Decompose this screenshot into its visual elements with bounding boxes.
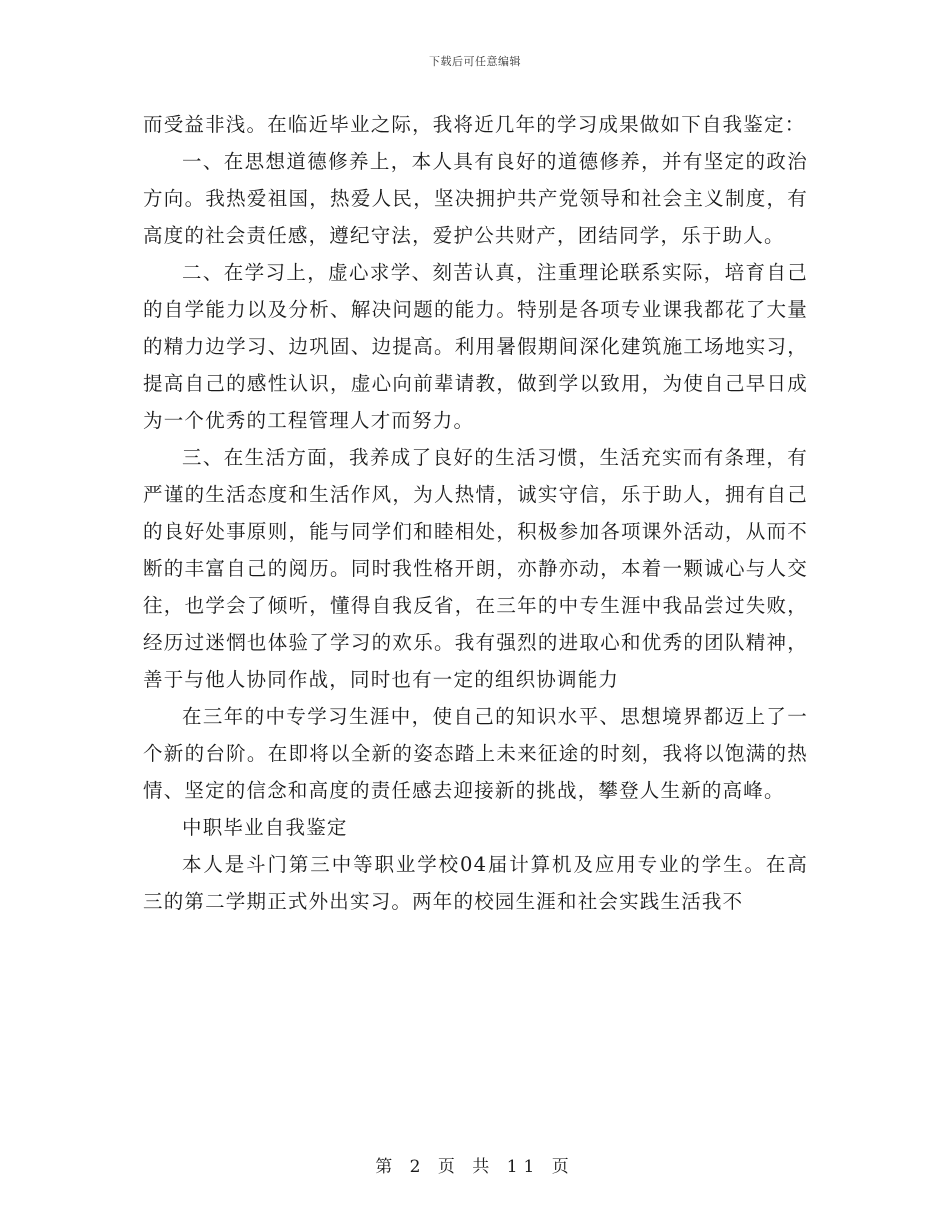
paragraph-life: 三、在生活方面，我养成了良好的生活习惯，生活充实而有条理，有严谨的生活态度和生活作风，为人热情，诚实守信，乐于助人，拥有自己的良好处事原则，能与同学们和睦相处，积极参加各项课外活动，从而不断的丰富自己的阅历。同时我性格开朗，亦静亦动，本着一颗诚心与人交往，也学会了倾听，懂得自我反省，在三年的中专生涯中我品尝过失败，经历过迷惘也体验了学习的欢乐。我有强烈的进取心和优秀的团队精神，善于与他人协同作战，同时也有一定的组织协调能力 — [143, 446, 808, 691]
paragraph-study: 二、在学习上，虚心求学、刻苦认真，注重理论联系实际，培育自己的自学能力以及分析、解决问题的能力。特别是各项专业课我都花了大量的精力边学习、边巩固、边提高。利用暑假期间深化建筑施工场地实习，提高自己的感性认识，虚心向前辈请教，做到学以致用，为使自己早日成为一个优秀的工程管理人才而努力。 — [143, 261, 808, 432]
paragraph-continuation: 而受益非浅。在临近毕业之际，我将近几年的学习成果做如下自我鉴定： — [143, 113, 806, 136]
paragraph-summary: 在三年的中专学习生涯中，使自己的知识水平、思想境界都迈上了一个新的台阶。在即将以全新的姿态踏上未来征途的时刻，我将以饱满的热情、坚定的信念和高度的责任感去迎接新的挑战，攀登人生新的高峰。 — [143, 705, 808, 802]
header-note: 下载后可任意编辑 — [429, 55, 521, 68]
page-number: 第 2 页 共 11 页 — [375, 1157, 575, 1177]
paragraph-intro: 本人是斗门第三中等职业学校04届计算机及应用专业的学生。在高三的第二学期正式外出实习。两年的校园生涯和社会实践生活我不 — [143, 853, 808, 913]
paragraph-moral: 一、在思想道德修养上，本人具有良好的道德修养，并有坚定的政治方向。我热爱祖国，热爱人民，坚决拥护共产党领导和社会主义制度，有高度的社会责任感，遵纪守法，爱护公共财产，团结同学，乐于助人。 — [143, 150, 808, 247]
document-body — [143, 106, 808, 920]
section-heading: 中职毕业自我鉴定 — [182, 816, 348, 839]
